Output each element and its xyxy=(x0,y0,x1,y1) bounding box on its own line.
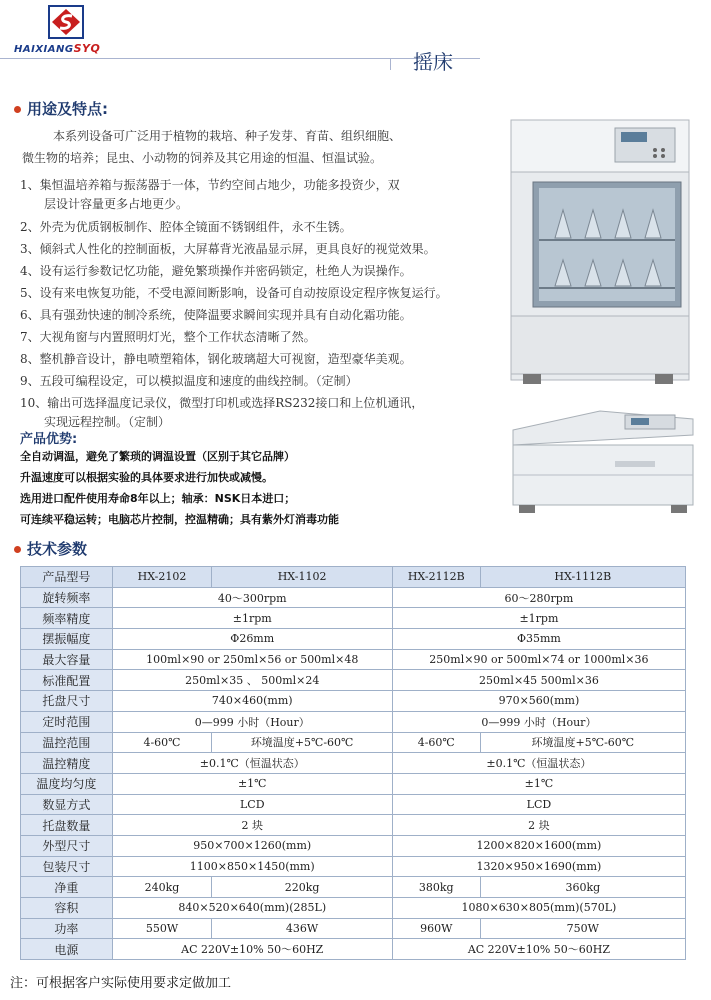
row-label-cell: 温控范围 xyxy=(21,732,113,753)
row-label-cell: 最大容量 xyxy=(21,649,113,670)
table-row xyxy=(21,856,686,877)
table-cell: 40～300rpm xyxy=(112,587,392,608)
table-cell: 0—999 小时（Hour） xyxy=(112,711,392,732)
feature-5: 5、设有来电恢复功能，不受电源间断影响，设备可自动按原设定程序恢复运行。 xyxy=(20,286,448,300)
feature-2: 2、外壳为优质钢板制作、腔体全镜面不锈钢组件，永不生锈。 xyxy=(20,220,352,234)
table-cell: 250ml×90 or 500ml×74 or 1000ml×36 xyxy=(392,649,685,670)
table-cell: 240kg xyxy=(112,877,212,898)
table-cell: 950×700×1260(mm) xyxy=(112,835,392,856)
table-row xyxy=(21,835,686,856)
row-label-cell: 温度均匀度 xyxy=(21,773,113,794)
table-cell: 250ml×35 、 500ml×24 xyxy=(112,670,392,691)
advantage-3: 选用进口配件使用寿命8年以上；轴承：NSK日本进口； xyxy=(20,492,296,505)
table-row xyxy=(21,670,686,691)
advantage-1: 全自动调温，避免了繁琐的调温设置（区别于其它品牌） xyxy=(20,450,295,463)
table-cell: Φ35mm xyxy=(392,629,685,650)
feature-6: 6、具有强劲快速的制冷系统，使降温要求瞬间实现并具有自动化霜功能。 xyxy=(20,308,412,322)
intro-line-1: 本系列设备可广泛用于植物的栽培、种子发芽、育苗、组织细胞、 xyxy=(53,129,402,143)
feature-1: 1、集恒温培养箱与振荡器于一体，节约空间占地少，功能多投资少，双 xyxy=(20,178,400,192)
row-label-cell: 托盘尺寸 xyxy=(21,691,113,712)
row-label-cell: 温控精度 xyxy=(21,753,113,774)
table-cell: 0—999 小时（Hour） xyxy=(392,711,685,732)
table-row xyxy=(21,649,686,670)
table-row xyxy=(21,794,686,815)
table-header-cell: HX-2102 xyxy=(112,567,212,588)
table-cell: 970×560(mm) xyxy=(392,691,685,712)
table-cell: 840×520×640(mm)(285L) xyxy=(112,898,392,919)
advantage-2: 升温速度可以根据实验的具体要求进行加快或减慢。 xyxy=(20,471,273,484)
logo-mark-icon xyxy=(46,4,86,40)
table-cell: ±0.1℃（恒温状态） xyxy=(392,753,685,774)
table-cell: ±0.1℃（恒温状态） xyxy=(112,753,392,774)
table-row xyxy=(21,918,686,939)
feature-9: 9、五段可编程设定，可以模拟温度和速度的曲线控制。（定制） xyxy=(20,374,358,388)
table-cell: 60～280rpm xyxy=(392,587,685,608)
table-header-cell: HX-1102 xyxy=(212,567,393,588)
table-cell: 4-60℃ xyxy=(392,732,480,753)
feature-7: 7、大视角窗与内置照明灯光，整个工作状态清晰了然。 xyxy=(20,330,316,344)
table-row xyxy=(21,629,686,650)
table-cell: 960W xyxy=(392,918,480,939)
table-row xyxy=(21,608,686,629)
row-label-cell: 外型尺寸 xyxy=(21,835,113,856)
feature-3: 3、倾斜式人性化的控制面板，大屏幕背光液晶显示屏，更具良好的视觉效果。 xyxy=(20,242,436,256)
table-cell: 环境温度+5℃-60℃ xyxy=(212,732,393,753)
table-row xyxy=(21,711,686,732)
header-divider-tick xyxy=(390,58,391,70)
table-row xyxy=(21,691,686,712)
table-cell: 4-60℃ xyxy=(112,732,212,753)
table-header-row xyxy=(21,567,686,588)
company-logo xyxy=(14,4,124,66)
row-label-cell: 数显方式 xyxy=(21,794,113,815)
table-row xyxy=(21,773,686,794)
table-cell: 250ml×45 500ml×36 xyxy=(392,670,685,691)
table-row xyxy=(21,877,686,898)
advantages-heading: 产品优势: xyxy=(20,432,78,447)
row-label-cell: 净重 xyxy=(21,877,113,898)
table-cell: 740×460(mm) xyxy=(112,691,392,712)
feature-1-cont: 层设计容量更多占地更少。 xyxy=(44,197,189,211)
table-cell: 436W xyxy=(212,918,393,939)
feature-4: 4、设有运行参数记忆功能，避免繁琐操作并密码锁定，杜绝人为误操作。 xyxy=(20,264,412,278)
table-cell: 1320×950×1690(mm) xyxy=(392,856,685,877)
specs-heading-text: 技术参数 xyxy=(27,540,88,558)
table-row xyxy=(21,815,686,836)
spec-table xyxy=(20,566,686,960)
bullet-icon xyxy=(14,546,21,553)
table-cell: LCD xyxy=(392,794,685,815)
advantage-4: 可连续平稳运转；电脑芯片控制，控温精确；具有紫外灯消毒功能 xyxy=(20,513,339,526)
table-cell: ±1rpm xyxy=(112,608,392,629)
table-cell: 2 块 xyxy=(392,815,685,836)
page-title: 摇床 xyxy=(413,50,453,74)
row-label-cell: 频率精度 xyxy=(21,608,113,629)
row-label-cell: 定时范围 xyxy=(21,711,113,732)
table-cell: 750W xyxy=(480,918,685,939)
row-label-cell: 标准配置 xyxy=(21,670,113,691)
specs-heading xyxy=(14,538,87,559)
table-cell: ±1℃ xyxy=(392,773,685,794)
table-cell: ±1℃ xyxy=(112,773,392,794)
table-cell: AC 220V±10% 50～60HZ xyxy=(392,939,685,960)
row-label-cell: 托盘数量 xyxy=(21,815,113,836)
table-row xyxy=(21,898,686,919)
feature-10: 10、输出可选择温度记录仪，微型打印机或选择RS232接口和上位机通讯， xyxy=(20,396,424,410)
table-cell: 1100×850×1450(mm) xyxy=(112,856,392,877)
vertical-shaker-image xyxy=(505,110,700,395)
logo-text: HAIXIANGSYQ xyxy=(14,42,101,55)
feature-8: 8、整机静音设计，静电喷塑箱体，钢化玻璃超大可视窗，造型豪华美观。 xyxy=(20,352,412,366)
row-label-cell: 包装尺寸 xyxy=(21,856,113,877)
table-cell: 1200×820×1600(mm) xyxy=(392,835,685,856)
table-cell: LCD xyxy=(112,794,392,815)
feature-10-cont: 实现远程控制。（定制） xyxy=(44,415,171,429)
table-header-cell: 产品型号 xyxy=(21,567,113,588)
row-label-cell: 摆振幅度 xyxy=(21,629,113,650)
row-label-cell: 旋转频率 xyxy=(21,587,113,608)
table-cell: 550W xyxy=(112,918,212,939)
table-cell: ±1rpm xyxy=(392,608,685,629)
table-header-cell: HX-2112B xyxy=(392,567,480,588)
intro-line-2: 微生物的培养；昆虫、小动物的饲养及其它用途的恒温、恒温试验。 xyxy=(22,151,383,165)
header-divider xyxy=(0,58,480,59)
uses-heading xyxy=(14,98,108,119)
table-row xyxy=(21,732,686,753)
table-cell: 380kg xyxy=(392,877,480,898)
bullet-icon xyxy=(14,106,21,113)
table-row xyxy=(21,587,686,608)
row-label-cell: 容积 xyxy=(21,898,113,919)
table-cell: 100ml×90 or 250ml×56 or 500ml×48 xyxy=(112,649,392,670)
table-cell: 2 块 xyxy=(112,815,392,836)
horizontal-shaker-image xyxy=(505,405,700,520)
table-row xyxy=(21,753,686,774)
table-cell: 1080×630×805(mm)(570L) xyxy=(392,898,685,919)
table-cell: 环境温度+5℃-60℃ xyxy=(480,732,685,753)
uses-heading-text: 用途及特点: xyxy=(27,100,108,118)
table-cell: AC 220V±10% 50～60HZ xyxy=(112,939,392,960)
footnote: 注：可根据客户实际使用要求定做加工 xyxy=(10,976,232,991)
row-label-cell: 功率 xyxy=(21,918,113,939)
table-cell: 360kg xyxy=(480,877,685,898)
table-cell: 220kg xyxy=(212,877,393,898)
table-header-cell: HX-1112B xyxy=(480,567,685,588)
table-row xyxy=(21,939,686,960)
table-cell: Φ26mm xyxy=(112,629,392,650)
row-label-cell: 电源 xyxy=(21,939,113,960)
